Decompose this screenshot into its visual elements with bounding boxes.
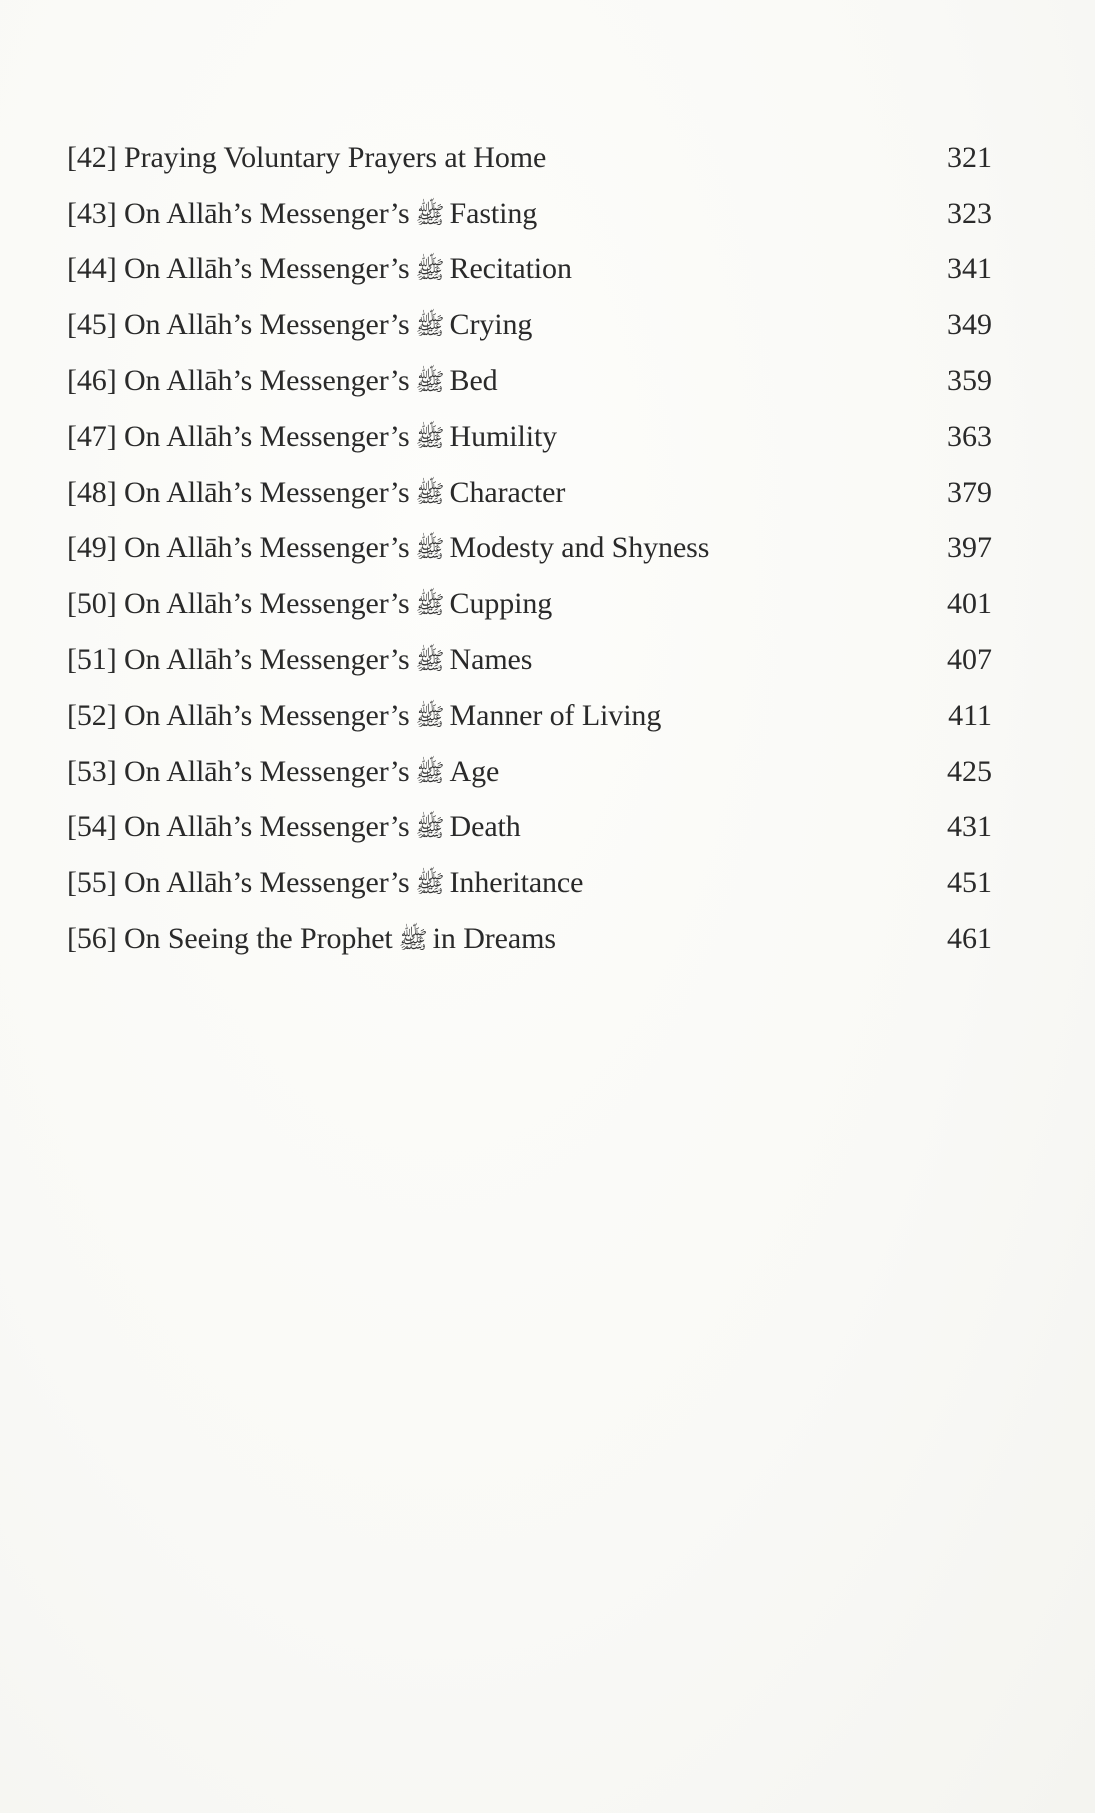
toc-entry[interactable] [67, 855, 992, 911]
entry-page-number: 431 [947, 810, 992, 844]
entry-title-prefix: [51] On Allāh’s Messenger’s [67, 643, 410, 677]
entry-page-number: 349 [947, 308, 992, 342]
entry-page-number: 363 [947, 419, 992, 453]
entry-title [67, 196, 538, 230]
toc-entry[interactable] [67, 186, 992, 242]
salawat-honorific-icon: ﷺ [415, 479, 445, 508]
toc-entry[interactable] [67, 130, 992, 186]
entry-title-prefix: [53] On Allāh’s Messenger’s [67, 754, 410, 788]
entry-title-suffix: Manner of Living [449, 698, 662, 732]
entry-title-suffix: Fasting [449, 196, 538, 230]
salawat-honorific-icon: ﷺ [415, 200, 445, 229]
entry-title [67, 475, 566, 509]
salawat-honorific-icon: ﷺ [415, 423, 445, 452]
toc-entry[interactable] [67, 353, 992, 409]
entry-title-prefix: [42] Praying Voluntary Prayers at Home [67, 140, 547, 174]
table-of-contents [67, 130, 992, 967]
entry-title-suffix: Recitation [449, 252, 572, 286]
toc-entry[interactable] [67, 800, 992, 856]
entry-title [67, 868, 583, 898]
entry-page-number: 359 [947, 364, 992, 398]
entry-title-suffix: Death [449, 810, 521, 844]
toc-entry[interactable] [67, 465, 992, 521]
entry-title-prefix: [54] On Allāh’s Messenger’s [67, 810, 410, 844]
entry-title [67, 645, 532, 675]
entry-title-prefix: [46] On Allāh’s Messenger’s [67, 364, 410, 398]
entry-title-prefix: [48] On Allāh’s Messenger’s [67, 475, 410, 509]
entry-page-number: 407 [947, 643, 992, 677]
salawat-honorific-icon: ﷺ [415, 814, 445, 843]
entry-page-number: 397 [947, 531, 992, 565]
entry-title [67, 698, 662, 732]
salawat-honorific-icon: ﷺ [415, 256, 445, 285]
entry-page-number: 341 [947, 252, 992, 286]
entry-title-suffix: Character [449, 475, 566, 509]
entry-page-number: 411 [948, 698, 992, 732]
entry-title-suffix: Cupping [449, 587, 553, 621]
toc-entry[interactable] [67, 576, 992, 632]
entry-title-suffix: Names [449, 643, 533, 677]
entry-page-number: 451 [947, 866, 992, 900]
salawat-honorific-icon: ﷺ [415, 368, 445, 397]
entry-title-prefix: [52] On Allāh’s Messenger’s [67, 698, 410, 732]
entry-title [67, 140, 547, 174]
entry-title [67, 310, 532, 340]
salawat-honorific-icon: ﷺ [415, 702, 445, 731]
entry-title-suffix: in Dreams [432, 922, 556, 956]
entry-page-number: 425 [947, 754, 992, 788]
entry-title-suffix: Age [449, 754, 500, 788]
entry-page-number: 323 [947, 196, 992, 230]
entry-page-number: 461 [947, 922, 992, 956]
toc-entry[interactable] [67, 632, 992, 688]
entry-title-prefix: [43] On Allāh’s Messenger’s [67, 196, 410, 230]
entry-title-prefix: [55] On Allāh’s Messenger’s [67, 866, 410, 900]
entry-title-suffix: Humility [449, 419, 558, 453]
entry-title [67, 589, 552, 619]
toc-entry[interactable] [67, 297, 992, 353]
entry-title-prefix: [45] On Allāh’s Messenger’s [67, 308, 410, 342]
toc-entry[interactable] [67, 911, 992, 967]
salawat-honorific-icon: ﷺ [415, 758, 445, 787]
entry-title-suffix: Inheritance [449, 866, 584, 900]
entry-title-prefix: [50] On Allāh’s Messenger’s [67, 587, 410, 621]
entry-title [67, 924, 556, 954]
entry-page-number: 321 [947, 140, 992, 174]
entry-title-suffix: Modesty and Shyness [449, 531, 710, 565]
salawat-honorific-icon: ﷺ [415, 591, 445, 620]
entry-title-prefix: [44] On Allāh’s Messenger’s [67, 252, 410, 286]
salawat-honorific-icon: ﷺ [415, 535, 445, 564]
entry-page-number: 379 [947, 475, 992, 509]
toc-entry[interactable] [67, 521, 992, 577]
entry-title-prefix: [49] On Allāh’s Messenger’s [67, 531, 410, 565]
toc-entry[interactable] [67, 688, 992, 744]
entry-title [67, 533, 709, 563]
salawat-honorific-icon: ﷺ [415, 870, 445, 899]
entry-title [67, 419, 558, 453]
salawat-honorific-icon: ﷺ [398, 926, 428, 955]
entry-title [67, 366, 498, 396]
entry-title [67, 754, 500, 788]
toc-entry[interactable] [67, 242, 992, 298]
entry-title-suffix: Crying [449, 308, 533, 342]
salawat-honorific-icon: ﷺ [415, 312, 445, 341]
entry-title-prefix: [47] On Allāh’s Messenger’s [67, 419, 410, 453]
salawat-honorific-icon: ﷺ [415, 647, 445, 676]
entry-title-prefix: [56] On Seeing the Prophet [67, 922, 393, 956]
toc-entry[interactable] [67, 744, 992, 800]
toc-entry[interactable] [67, 409, 992, 465]
entry-page-number: 401 [947, 587, 992, 621]
entry-title [67, 254, 572, 284]
entry-title-suffix: Bed [449, 364, 498, 398]
entry-title [67, 812, 521, 842]
